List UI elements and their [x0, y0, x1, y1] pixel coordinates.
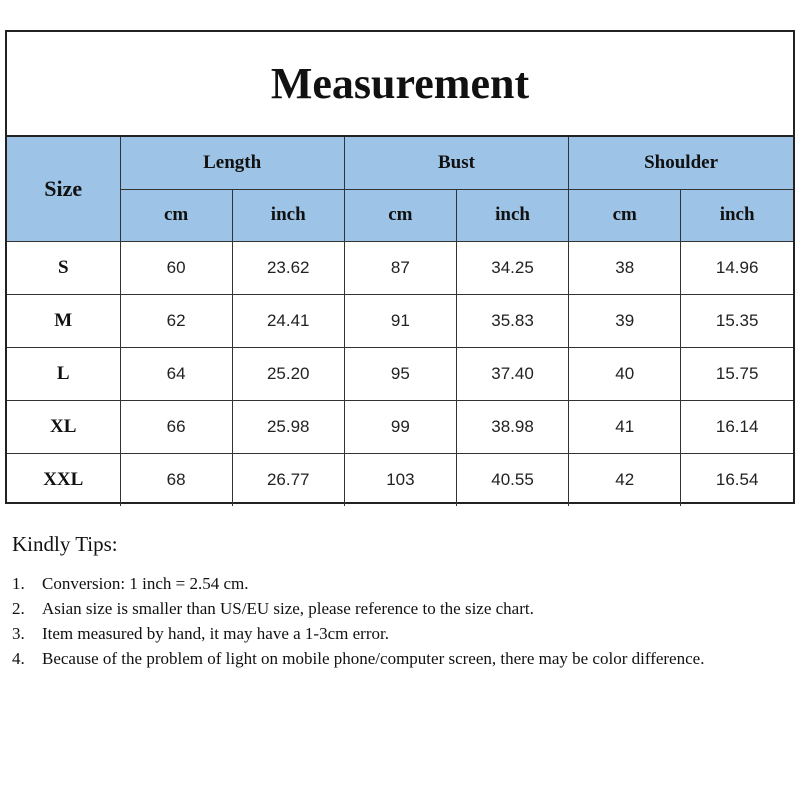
size-column-header: Size [7, 137, 120, 241]
shoulder-inch-cell: 15.35 [681, 294, 793, 347]
shoulder-cm-cell: 41 [569, 400, 681, 453]
table-row [7, 400, 793, 453]
shoulder-inch-cell: 14.96 [681, 241, 793, 294]
tip-number: 1. [12, 574, 25, 593]
kindly-tips [12, 532, 782, 671]
shoulder-inch-cell: 15.75 [681, 347, 793, 400]
shoulder-cm-cell: 40 [569, 347, 681, 400]
bust-inch-cell: 37.40 [456, 347, 568, 400]
tip-text: Item measured by hand, it may have a 1-3cm error. [42, 624, 389, 643]
length-inch-cell: 25.20 [232, 347, 344, 400]
length-inch-cell: 26.77 [232, 453, 344, 506]
tip-item [12, 621, 782, 646]
bust-inch-cell: 35.83 [456, 294, 568, 347]
length-cm-cell: 64 [120, 347, 232, 400]
tip-number: 3. [12, 624, 25, 643]
table-row [7, 241, 793, 294]
length-cm-cell: 62 [120, 294, 232, 347]
bust-inch-cell: 34.25 [456, 241, 568, 294]
tips-title: Kindly Tips: [12, 532, 118, 556]
tip-number: 4. [12, 649, 25, 668]
unit-header: inch [232, 189, 344, 241]
size-cell: S [7, 241, 120, 294]
size-table [7, 137, 793, 506]
bust-cm-cell: 87 [344, 241, 456, 294]
bust-cm-cell: 99 [344, 400, 456, 453]
bust-cm-cell: 95 [344, 347, 456, 400]
table-row [7, 294, 793, 347]
tip-number: 2. [12, 599, 25, 618]
unit-header: cm [569, 189, 681, 241]
size-cell: XXL [7, 453, 120, 506]
unit-header: cm [344, 189, 456, 241]
tip-item [12, 571, 782, 596]
bust-cm-cell: 91 [344, 294, 456, 347]
bust-cm-cell: 103 [344, 453, 456, 506]
table-unit-row [7, 189, 793, 241]
length-cm-cell: 60 [120, 241, 232, 294]
shoulder-inch-cell: 16.54 [681, 453, 793, 506]
unit-header: inch [681, 189, 793, 241]
tip-text: Asian size is smaller than US/EU size, please reference to the size chart. [42, 599, 534, 618]
shoulder-cm-cell: 42 [569, 453, 681, 506]
bust-inch-cell: 40.55 [456, 453, 568, 506]
length-cm-cell: 66 [120, 400, 232, 453]
bust-group-header: Bust [344, 137, 568, 189]
tip-text: Conversion: 1 inch = 2.54 cm. [42, 574, 249, 593]
length-group-header: Length [120, 137, 344, 189]
table-row [7, 347, 793, 400]
tip-item [12, 646, 782, 671]
bust-inch-cell: 38.98 [456, 400, 568, 453]
tips-list [12, 571, 782, 671]
table-row [7, 453, 793, 506]
shoulder-group-header: Shoulder [569, 137, 793, 189]
shoulder-cm-cell: 38 [569, 241, 681, 294]
unit-header: inch [456, 189, 568, 241]
size-cell: L [7, 347, 120, 400]
length-inch-cell: 24.41 [232, 294, 344, 347]
table-header-row [7, 137, 793, 189]
measurement-sheet [5, 30, 795, 504]
page-title: Measurement [7, 32, 793, 137]
length-inch-cell: 23.62 [232, 241, 344, 294]
length-cm-cell: 68 [120, 453, 232, 506]
tip-text: Because of the problem of light on mobile phone/computer screen, there may be color difference. [42, 649, 705, 668]
shoulder-cm-cell: 39 [569, 294, 681, 347]
length-inch-cell: 25.98 [232, 400, 344, 453]
unit-header: cm [120, 189, 232, 241]
size-cell: M [7, 294, 120, 347]
tip-item [12, 596, 782, 621]
size-cell: XL [7, 400, 120, 453]
shoulder-inch-cell: 16.14 [681, 400, 793, 453]
